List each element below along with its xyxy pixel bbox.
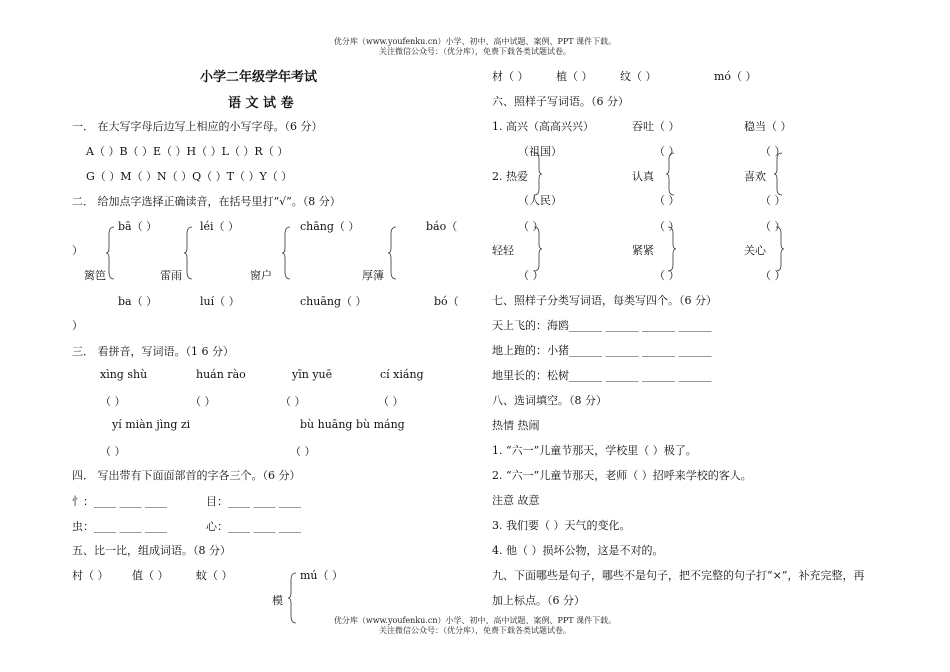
q6-cell: 吞吐（ ）: [632, 120, 680, 133]
q6-cell: （ ）: [760, 220, 786, 233]
q3-pinyin: cí xiáng: [380, 368, 424, 381]
q8-sentence: 1. “六一”儿童节那天，学校里（ ）极了。: [492, 444, 697, 457]
q4-radical-row: 忄：____ ____ ____: [72, 495, 167, 508]
q8-word-choices: 热情 热闹: [492, 419, 540, 432]
q6-cell: 喜欢: [744, 170, 766, 183]
q6-brace: [532, 152, 542, 196]
q6-cell: （ ）: [760, 194, 786, 207]
q6-cell: （ ）: [654, 194, 680, 207]
q3-pinyin: yīn yuē: [292, 368, 333, 381]
q2-brace-3: [282, 226, 292, 280]
q4-radical-row: 心：____ ____ ____: [206, 520, 301, 533]
q6-cell: （ ）: [760, 145, 786, 158]
q6-cell: 2. 热爱: [492, 170, 528, 183]
q2-brace-4: [388, 226, 398, 280]
q6-cell: 稳当（ ）: [744, 120, 792, 133]
q6-cell: （ ）: [654, 269, 680, 282]
q4-radical-row: 目：____ ____ ____: [206, 495, 301, 508]
q7-row: 地上跑的：小猪______ ______ ______ ______: [492, 344, 712, 357]
q7-heading: 七、照样子分类写词语，每类写四个。（6 分）: [492, 294, 717, 307]
q6-cell: 轻轻: [492, 244, 514, 257]
header-line-2: 关注微信公众号：（优分库），免费下载各类试题试卷。: [379, 47, 571, 56]
q7-row: 地里长的：松树______ ______ ______ ______: [492, 369, 712, 382]
q2-brace-2: [184, 226, 194, 280]
q6-brace: [774, 152, 784, 196]
q4-heading: 四． 写出带有下面面部首的字各三个。（6 分）: [72, 469, 301, 482]
q4-radical-row: 虫：____ ____ ____: [72, 520, 167, 533]
q6-cell: 认真: [632, 170, 654, 183]
q3-pinyin: xìng shù: [100, 368, 148, 381]
q6-heading: 六、照样子写词语。（6 分）: [492, 95, 629, 108]
q6-brace: [666, 226, 676, 272]
q2-bottom-option: bó（: [434, 295, 459, 308]
q2-top-option: báo（: [426, 220, 458, 233]
q5-item: 值（ ）: [132, 569, 169, 582]
exam-subtitle: 语 文 试 卷: [228, 96, 294, 111]
q8-sentence: 4. 他（ ）损坏公物，这是不对的。: [492, 544, 664, 557]
q2-bottom-option: chuāng（ ）: [300, 295, 367, 308]
q6-cell: 紧紧: [632, 244, 654, 257]
q6-brace: [774, 226, 784, 272]
q6-cell: （ ）: [654, 220, 680, 233]
q5-mu: mú（ ）: [300, 569, 344, 582]
q6-cell: （ ）: [654, 145, 680, 158]
q3-blank: （ ）: [100, 395, 126, 408]
q8-sentence: 3. 我们要（ ）天气的变化。: [492, 519, 631, 532]
q2-top-option: léi（ ）: [200, 220, 240, 233]
q3-pinyin: huán rào: [196, 368, 246, 381]
q5-right-item: 纹（ ）: [620, 70, 657, 83]
q2-word: 厚簿: [362, 269, 384, 282]
q5-mo-char: 模: [272, 594, 283, 607]
q2-top-option: chāng（ ）: [300, 220, 360, 233]
q9-heading: 九、下面哪些是句子，哪些不是句子，把不完整的句子打“×”，补充完整，再: [492, 569, 865, 582]
q1-heading: 一． 在大写字母后边写上相应的小写字母。（6 分）: [72, 120, 323, 133]
q1-row-1: A（ ）B（ ）E（ ）H（ ）L（ ）R（ ）: [86, 145, 289, 158]
footer-line-1: 优分库（www.youfenku.cn）小学、初中、高中试题、案例、PPT 课件下载。: [333, 616, 617, 625]
q3-heading: 三． 看拼音，写词语。（1 6 分）: [72, 345, 234, 358]
footer-line-2: 关注微信公众号：（优分库），免费下载各类试题试卷。: [379, 626, 571, 635]
q2-heading: 二． 给加点字选择正确读音，在括号里打“√”。（8 分）: [72, 195, 341, 208]
q3-blank: （ ）: [280, 395, 306, 408]
q2-bottom-option: luí（ ）: [200, 295, 240, 308]
q6-cell: （人民）: [518, 194, 562, 207]
q7-row: 天上飞的：海鸥______ ______ ______ ______: [492, 319, 712, 332]
q3-blank: （ ）: [290, 445, 316, 458]
q2-bottom-tail: ）: [72, 319, 83, 332]
q6-cell: （ ）: [760, 269, 786, 282]
q2-top-tail: ）: [72, 244, 83, 257]
q2-word: 篱笆: [84, 269, 106, 282]
q5-item: 蚊（ ）: [196, 569, 233, 582]
q2-bottom-option: ba（ ）: [118, 295, 158, 308]
q1-row-2: G（ ）M（ ）N（ ）Q（ ）T（ ）Y（ ）: [86, 170, 293, 183]
q3-blank: （ ）: [190, 395, 216, 408]
q3-pinyin: bù huāng bù máng: [300, 418, 405, 431]
exam-title: 小学二年级学年考试: [200, 70, 318, 85]
q5-right-item: 植（ ）: [556, 70, 593, 83]
q5-right-item: 材（ ）: [492, 70, 529, 83]
q9-heading-cont: 加上标点。（6 分）: [492, 594, 585, 607]
q2-word: 窗户: [250, 269, 272, 282]
q3-blank: （ ）: [100, 445, 126, 458]
q6-brace: [532, 226, 542, 272]
q3-blank: （ ）: [378, 395, 404, 408]
q5-right-item: mó（ ）: [714, 70, 757, 83]
q5-item: 村（ ）: [72, 569, 109, 582]
q3-pinyin: yí miàn jìng zi: [112, 418, 191, 431]
q6-cell: （ ）: [518, 269, 544, 282]
q2-top-option: bā（ ）: [118, 220, 158, 233]
header-line-1: 优分库（www.youfenku.cn）小学、初中、高中试题、案例、PPT 课件下载。: [333, 37, 617, 46]
q8-heading: 八、选词填空。（8 分）: [492, 394, 607, 407]
q6-cell: 1. 高兴（高高兴兴）: [492, 120, 594, 133]
q6-cell: （ ）: [518, 220, 544, 233]
q5-brace: [288, 572, 298, 624]
q6-brace: [666, 152, 676, 196]
q6-cell: （祖国）: [518, 145, 562, 158]
q8-sentence: 2. “六一”儿童节那天，老师（ ）招呼来学校的客人。: [492, 469, 752, 482]
q8-word-choices: 注意 故意: [492, 494, 540, 507]
q6-cell: 关心: [744, 244, 766, 257]
q2-word: 雷雨: [160, 269, 182, 282]
q5-heading: 五、比一比，组成词语。（8 分）: [72, 544, 231, 557]
q2-brace-1: [106, 226, 116, 280]
